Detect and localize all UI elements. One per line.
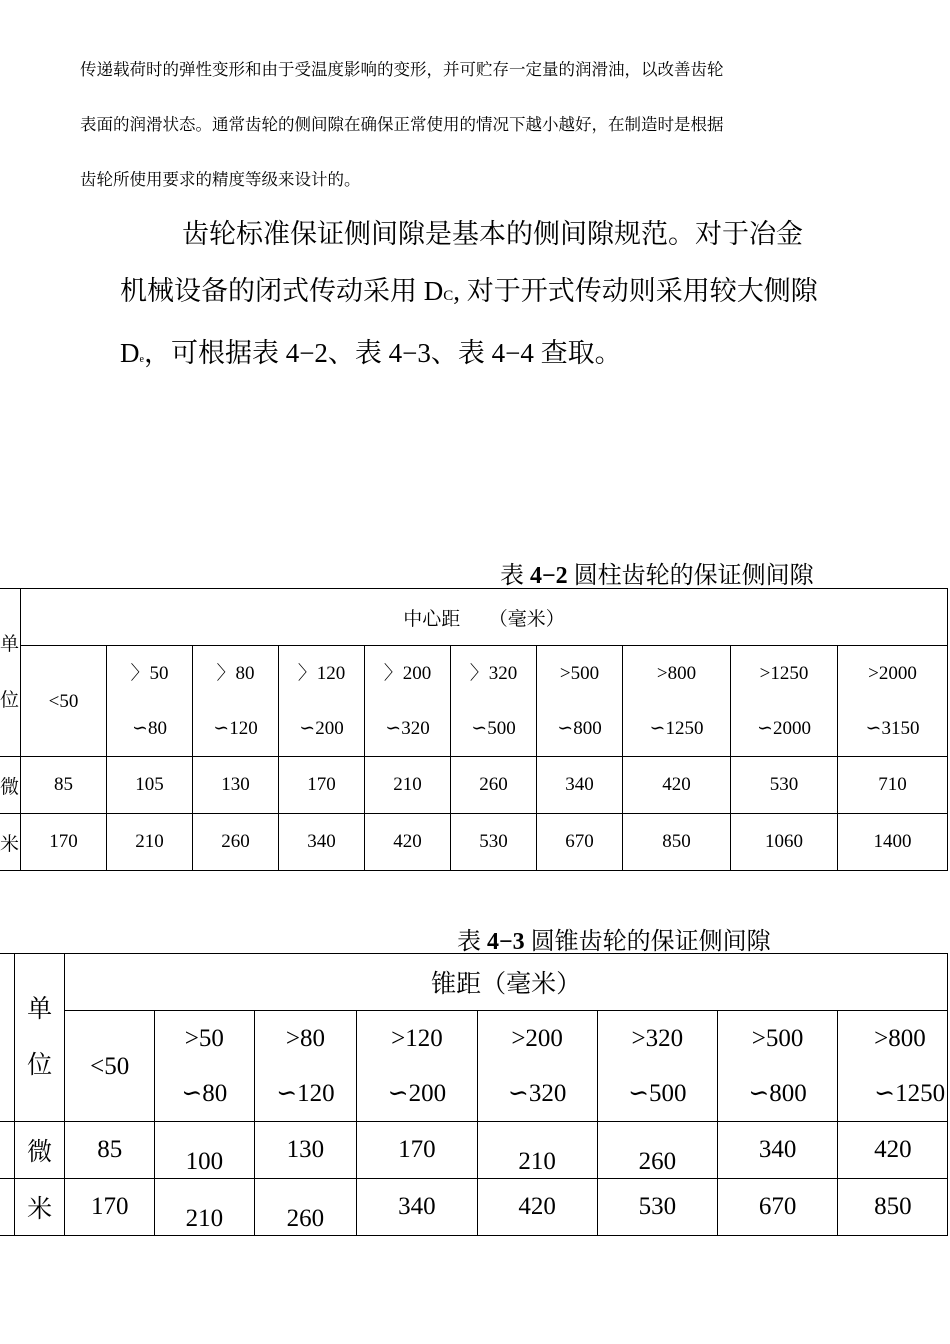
value-cell: 340 (717, 1122, 837, 1179)
value-cell: 260 (254, 1179, 357, 1236)
value-cell: 210 (365, 757, 451, 814)
unit-header-cell: 单 位 (14, 954, 64, 1122)
value-cell: 170 (65, 1179, 155, 1236)
range-cell: >1250 ∽2000 (731, 646, 838, 757)
blank-edge-cell (0, 954, 14, 1122)
paragraph-line-1: 齿轮标准保证侧间隙是基本的侧间隙规范。对于冶金 (182, 219, 803, 249)
bevel-gear-backlash-table (0, 953, 948, 1236)
value-cell: 260 (451, 757, 537, 814)
value-cell: 670 (717, 1179, 837, 1236)
cone-distance-header: 锥距（毫米） (65, 954, 948, 1011)
value-cell: 85 (21, 757, 107, 814)
value-cell: 210 (155, 1179, 254, 1236)
range-cell: >500 ∽800 (537, 646, 623, 757)
blank-edge-cell (0, 1179, 14, 1236)
center-distance-header: 中心距 （毫米） (21, 589, 948, 646)
table-4-3-caption: 表 4−3 圆锥齿轮的保证侧间隙 (457, 929, 771, 955)
value-cell: 850 (623, 814, 731, 871)
value-cell: 210 (477, 1122, 597, 1179)
range-cell: <50 (21, 646, 107, 757)
range-cell: >50 ∽80 (155, 1011, 254, 1122)
unit-cell: 米 (14, 1179, 64, 1236)
unit-cell: 米 (0, 814, 21, 871)
value-cell: 170 (279, 757, 365, 814)
range-cell: 〉200 ∽320 (365, 646, 451, 757)
value-cell: 100 (155, 1122, 254, 1179)
range-cell: >800 ∽1250 (623, 646, 731, 757)
range-cell: >2000 ∽3150 (838, 646, 948, 757)
value-cell: 340 (279, 814, 365, 871)
value-cell: 170 (21, 814, 107, 871)
bevel-table-clip (0, 953, 950, 1253)
value-cell: 1400 (838, 814, 948, 871)
table-row (0, 814, 948, 871)
range-cell: <50 (65, 1011, 155, 1122)
value-cell: 670 (537, 814, 623, 871)
intro-line-2: 表面的润滑状态。通常齿轮的侧间隙在确保正常使用的情况下越小越好，在制造时是根据 (80, 115, 724, 134)
range-cell: >800 ∽1250 (838, 1011, 948, 1122)
value-cell: 340 (357, 1179, 477, 1236)
value-cell: 170 (357, 1122, 477, 1179)
value-cell: 420 (838, 1122, 948, 1179)
range-row (0, 646, 948, 757)
backlash-paragraph (120, 206, 880, 388)
value-cell: 210 (107, 814, 193, 871)
value-cell: 340 (537, 757, 623, 814)
blank-edge-cell (0, 1122, 14, 1179)
range-cell: >500 ∽800 (717, 1011, 837, 1122)
range-cell: >80 ∽120 (254, 1011, 357, 1122)
paragraph-line-2: 机械设备的闭式传动采用 DC, 对于开式传动则采用较大侧隙 (120, 276, 818, 306)
range-cell: 〉80 ∽120 (193, 646, 279, 757)
value-cell: 260 (193, 814, 279, 871)
range-cell: >200 ∽320 (477, 1011, 597, 1122)
range-cell: 〉50 ∽80 (107, 646, 193, 757)
table-row (0, 757, 948, 814)
cylindrical-gear-backlash-table (0, 588, 948, 871)
value-cell: 85 (65, 1122, 155, 1179)
value-cell: 710 (838, 757, 948, 814)
value-cell: 530 (451, 814, 537, 871)
value-cell: 530 (597, 1179, 717, 1236)
value-cell: 260 (597, 1122, 717, 1179)
range-cell: 〉320 ∽500 (451, 646, 537, 757)
value-cell: 130 (254, 1122, 357, 1179)
value-cell: 420 (477, 1179, 597, 1236)
value-cell: 105 (107, 757, 193, 814)
range-row (0, 1011, 948, 1122)
unit-cell: 微 (0, 757, 21, 814)
unit-char: 单 (0, 633, 19, 655)
intro-line-3: 齿轮所使用要求的精度等级来设计的。 (80, 170, 361, 189)
unit-header-cell (0, 589, 21, 757)
range-cell: 〉120 ∽200 (279, 646, 365, 757)
table-4-2-caption: 表 4−2 圆柱齿轮的保证侧间隙 (500, 563, 814, 589)
range-cell: >320 ∽500 (597, 1011, 717, 1122)
value-cell: 850 (838, 1179, 948, 1236)
value-cell: 420 (365, 814, 451, 871)
range-cell: >120 ∽200 (357, 1011, 477, 1122)
paragraph-line-3: De，可根据表 4−2、表 4−3、表 4−4 查取。 (120, 338, 622, 368)
intro-line-1: 传递载荷时的弹性变形和由于受温度影响的变形，并可贮存一定量的润滑油，以改善齿轮 (80, 60, 724, 79)
value-cell: 420 (623, 757, 731, 814)
value-cell: 530 (731, 757, 838, 814)
value-cell: 130 (193, 757, 279, 814)
unit-cell: 微 (14, 1122, 64, 1179)
table-row (0, 1179, 948, 1236)
table-row (0, 1122, 948, 1179)
unit-char: 位 (0, 689, 19, 711)
value-cell: 1060 (731, 814, 838, 871)
